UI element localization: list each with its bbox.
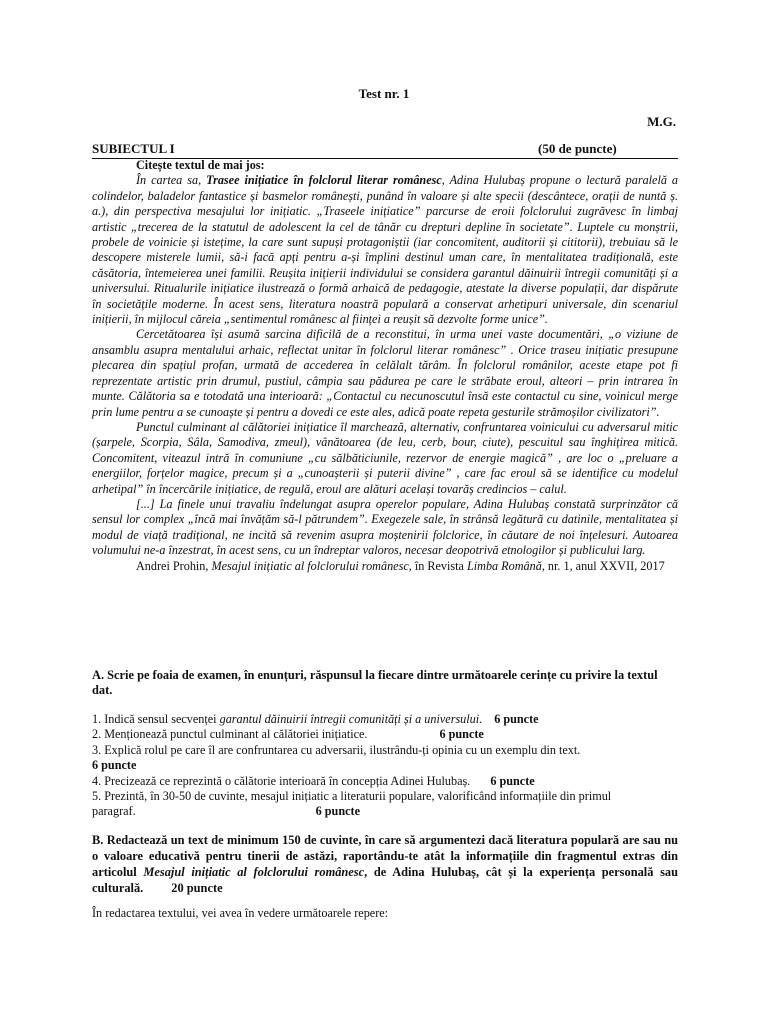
question-4-points: 6 puncte [490, 773, 535, 788]
source-mid: , în Revista [408, 558, 467, 573]
section-a-questions [92, 712, 678, 820]
paragraph-3: Punctul culminant al călătoriei inițiatice îl marchează, alternativ, confruntarea voinicului cu adversarul mitic (șarpele, Scorpia, Sâla, Samodiva, zmeul), vânătoarea (de leu, cerb, bour, ciute), pescuitul sau înghițirea mitică. Concomitent, viteazul intră în comuniune „cu sălbăticiunile, rezervor de energie magică” , are loc o „preluare a energiilor, forțelor magice, precum și a „cunoașterii și puterii divine” , care fac eroul să se identifice cu modelul arhetipal” în încercările inițiatice, de regulă, eroul are alături același tovarăș credincios – calul. [92, 419, 678, 496]
source-author: Andrei Prohin, [136, 558, 212, 573]
section-b-text-end: , de Adina Hulubaș, cât și la experiența personală sau culturală. [92, 865, 678, 895]
question-1-text: 1. Indică sensul secvenței [92, 712, 220, 726]
reading-text [92, 158, 678, 574]
subject-points: (50 de puncte) [538, 141, 617, 156]
reading-prompt: Citește textul de mai jos: [136, 158, 265, 172]
question-1-end: . [479, 712, 483, 726]
question-2 [92, 727, 678, 742]
section-b-points: 20 puncte [171, 881, 223, 895]
question-3-text: 3. Explică rolul pe care îl are confruntarea cu adversarii, ilustrându-ți opinia cu un exemplu din text. [92, 742, 581, 757]
question-5-text: 5. Prezintă, în 30-50 de cuvinte, mesajul inițiatic a literaturii populare, valorificând informațiile din primul paragraf. [92, 789, 612, 819]
book-title: Trasee inițiatice în folclorul literar românesc [206, 173, 442, 188]
paragraph-4: [...] La finele unui travaliu îndelungat asupra operelor populare, Adina Hulubaș constată surprinzător că sensul lor complex „încă mai învățăm să-l pătrundem”. Exegezele sale, în strânsă legătură cu datinile, mentalitatea și modul de viață tradițional, ne incită să revenim asupra moștenirii folclorice, în căutare de noi înțelesuri. Autoarea volumului ne-a înzestrat, în acest sens, cu un îndreptar valoros, necesar deopotrivă etnologilor și publicului larg. [92, 496, 678, 558]
question-3-points: 6 puncte [92, 758, 137, 773]
source-article: Mesajul inițiatic al folclorului românesc [211, 558, 409, 573]
section-b-repere: În redactarea textului, vei avea în vedere următoarele repere: [92, 906, 389, 920]
source-citation [92, 559, 678, 574]
question-4 [92, 774, 678, 789]
source-end: , nr. 1, anul XXVII, 2017 [541, 558, 665, 573]
question-1-quote: garantul dăinuirii întregii comunități și a universului [219, 712, 480, 726]
question-5 [92, 789, 678, 820]
paragraph-1 [92, 173, 678, 327]
section-b-text: B. Redactează un text de minimum 150 de cuvinte, în care să argumentezi dacă literatura populară are sau nu o valoare educativă pentru tinerii de astăzi, raportându-te atât la informațiile din fragmentul extras din articolul [92, 833, 678, 879]
paragraph-1-body: , Adina Hulubaș propune o lectură paralelă a colindelor, baladelor fantastice și basmelor românești, punând în valoare și alte specii (descântece, orații de nuntă ș. a.), din perspectiva mesajului lor inițiatic. „Traseele inițiatice” parcurse de eroii folclorului zugrăvesc în limbaj artistic „trecerea de la statutul de adolescent la cel de tânăr cu drepturi depline în societate”. Luptele cu monștrii, probele de voinicie și istețime, la care sunt supuși protagoniștii (iar concomitent, auditorii și cititorii), trebuiau să le descopere misterele lumii, să-i facă apți pentru a-și împlini destinul uman care, în mentalitatea tradițională, este căsătoria, întemeierea unei familii. Reușita inițierii individului se considera garantul dăinuirii întregii comunități și a universului. Ritualurile inițiatice ilustrează o formă arhaică de pedagogie, atestate la diverse populații, dar dispărute în societățile moderne. În acest sens, literatura noastră populară a conservat arhetipuri universale, din scenariul inițierii, în mijlocul căreia „sentimentul românesc al ființei a reușit să dezvolte forme unice”. [92, 173, 679, 327]
section-b-article-title: Mesajul inițiatic al folclorului românesc [143, 865, 365, 879]
question-1-points: 6 puncte [494, 712, 539, 726]
section-b [92, 832, 678, 896]
subject-label: SUBIECTUL I [92, 141, 175, 156]
test-title: Test nr. 1 [358, 86, 410, 101]
question-4-text: 4. Precizează ce reprezintă o călătorie interioară în concepția Adinei Hulubaș. [92, 773, 471, 788]
question-2-text: 2. Menționează punctul culminant al călătoriei inițiatice. [92, 727, 368, 742]
subject-header [92, 140, 678, 159]
question-1 [92, 712, 678, 727]
paragraph-2: Cercetătoarea își asumă sarcina dificilă de a reconstitui, în urma unei vaste documentări, „o viziune de ansamblu asupra mentalului arhaic, reflectat unitar în folclorul literar românesc” . Orice traseu inițiatic presupune plecarea din spațiul profan, urmată de accederea în celălalt tărâm. În folclorul românilor, aceste etape pot fi reprezentate artistic prin drumul, pustiul, câmpia sau pădurea pe care le străbate eroul, alteori – prin intrarea în munte. Călătoria sa e totodată una interioară: „Contactul cu necunoscutul însă este contactul cu sine, voinicul merge prin lume pentru a se cunoaște și pentru a dovedi ce este ales, adică poate repeta gesturile strămoșilor civilizatori”. [92, 327, 678, 419]
question-5-points: 6 puncte [315, 804, 360, 819]
paragraph-1-prefix: În cartea sa, [136, 173, 207, 188]
source-journal: Limba Română [466, 558, 542, 573]
author-initials: M.G. [647, 114, 676, 129]
section-a-heading: A. Scrie pe foaia de examen, în enunțuri, răspunsul la fiecare dintre următoarele cerințe cu privire la textul dat. [92, 668, 658, 698]
question-3 [92, 743, 678, 774]
question-2-points: 6 puncte [439, 727, 484, 742]
